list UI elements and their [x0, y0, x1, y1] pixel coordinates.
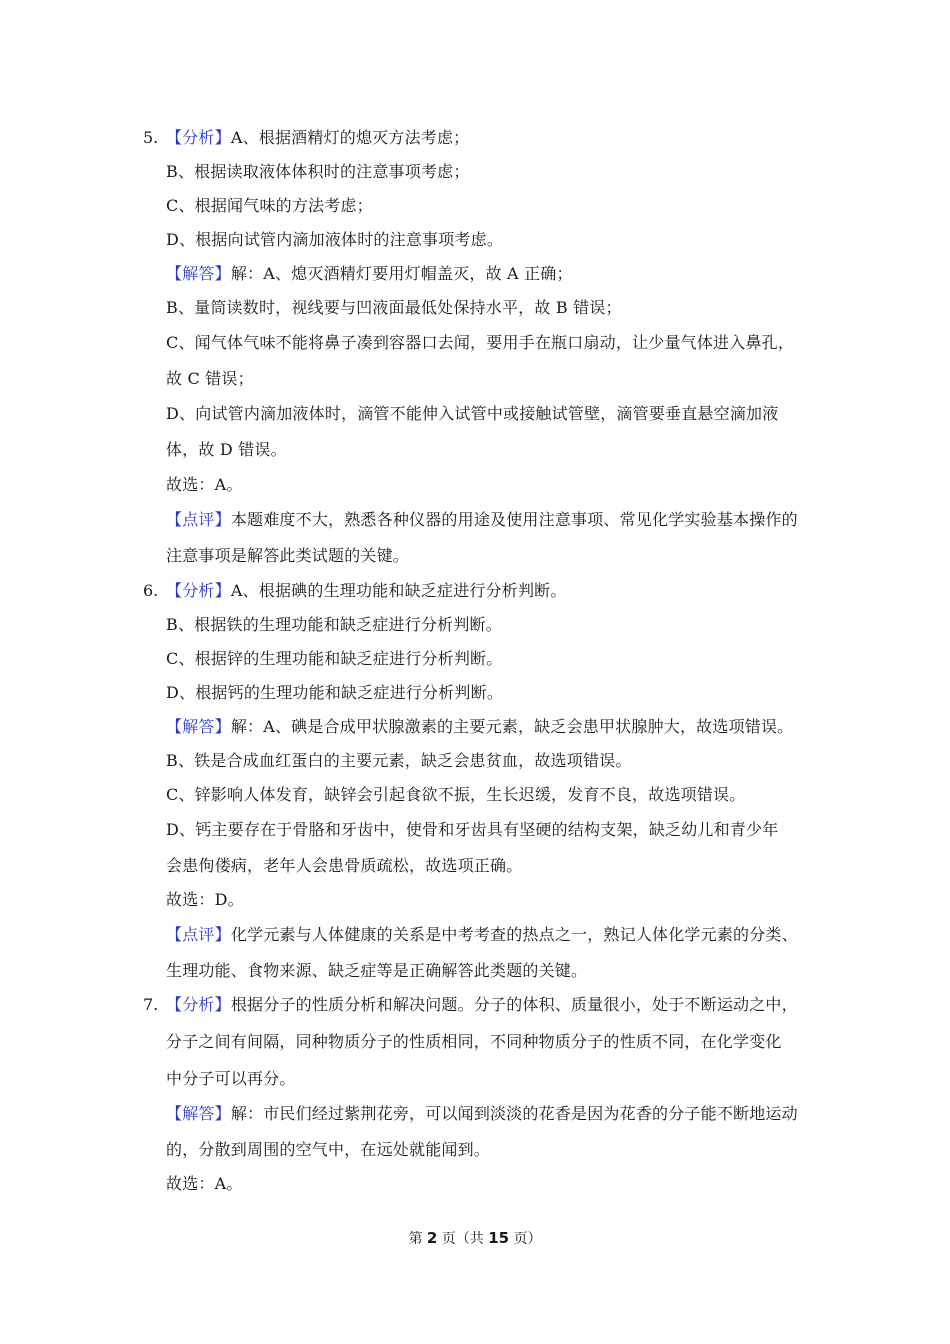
answer-tag: 【解答】	[166, 717, 231, 736]
text: 解：市民们经过紫荆花旁，可以闻到淡淡的花香是因为花香的分子能不断地运动	[230, 1104, 798, 1123]
text-line: C、闻气体气味不能将鼻子凑到容器口去闻，要用手在瓶口扇动，让少量气体进入鼻孔，	[166, 333, 795, 352]
text-line: C、根据锌的生理功能和缺乏症进行分析判断。	[166, 649, 503, 668]
text-line: 的，分散到周围的空气中，在远处就能闻到。	[166, 1140, 491, 1159]
text-line: 故 C 错误；	[166, 369, 254, 388]
question-number: 6.	[143, 581, 159, 600]
text-line: 会患佝偻病，老年人会患骨质疏松，故选项正确。	[166, 856, 523, 875]
text: A、根据碘的生理功能和缺乏症进行分析判断。	[230, 581, 567, 600]
page-footer	[0, 1228, 950, 1249]
text-line: B、量筒读数时，视线要与凹液面最低处保持水平，故 B 错误；	[166, 298, 622, 317]
question-number: 5.	[143, 128, 159, 147]
text-line: 中分子可以再分。	[166, 1069, 296, 1088]
question-number: 7.	[143, 995, 159, 1014]
comment-tag: 【点评】	[166, 510, 231, 529]
text: 解：A、熄灭酒精灯要用灯帽盖灭，故 A 正确；	[230, 264, 573, 283]
analysis-tag: 【分析】	[166, 581, 231, 600]
answer-tag: 【解答】	[166, 1104, 231, 1123]
text-line: D、钙主要存在于骨胳和牙齿中，使骨和牙齿具有坚硬的结构支架，缺乏幼儿和青少年	[166, 820, 779, 839]
text-line: 故选：D。	[166, 890, 244, 909]
text-line: D、向试管内滴加液体时，滴管不能伸入试管中或接触试管壁，滴管要垂直悬空滴加液	[166, 404, 779, 423]
text-line: 体，故 D 错误。	[166, 440, 287, 459]
answer-line	[166, 717, 816, 737]
comment-line	[166, 925, 816, 945]
text: 根据分子的性质分析和解决问题。分子的体积、质量很小，处于不断运动之中，	[230, 995, 798, 1014]
footer-suffix: 页）	[513, 1231, 542, 1247]
page-number: 2	[426, 1229, 438, 1247]
text-line: B、根据读取液体体积时的注意事项考虑；	[166, 162, 470, 181]
text-line: C、根据闻气味的方法考虑；	[166, 196, 373, 215]
comment-line	[166, 510, 816, 530]
total-pages: 15	[488, 1229, 510, 1247]
text: 化学元素与人体健康的关系是中考考查的热点之一，熟记人体化学元素的分类、	[230, 925, 798, 944]
text-line: B、根据铁的生理功能和缺乏症进行分析判断。	[166, 615, 502, 634]
analysis-line	[166, 995, 816, 1015]
analysis-line	[166, 128, 816, 148]
text-line: D、根据钙的生理功能和缺乏症进行分析判断。	[166, 683, 504, 702]
text-line: 故选：A。	[166, 475, 243, 494]
answer-line	[166, 1104, 816, 1124]
answer-tag: 【解答】	[166, 264, 231, 283]
text: A、根据酒精灯的熄灭方法考虑；	[230, 128, 470, 147]
comment-tag: 【点评】	[166, 925, 231, 944]
text-line: C、锌影响人体发育，缺锌会引起食欲不振，生长迟缓，发育不良，故选项错误。	[166, 785, 746, 804]
footer-mid: 页（共	[441, 1231, 484, 1247]
text-line: 分子之间有间隔，同种物质分子的性质相同，不同种物质分子的性质不同，在化学变化	[166, 1032, 782, 1051]
analysis-tag: 【分析】	[166, 128, 231, 147]
text: 解：A、碘是合成甲状腺激素的主要元素，缺乏会患甲状腺肿大，故选项错误。	[230, 717, 794, 736]
text: 本题难度不大，熟悉各种仪器的用途及使用注意事项、常见化学实验基本操作的	[230, 510, 798, 529]
answer-line	[166, 264, 816, 284]
analysis-line	[166, 581, 816, 601]
footer-prefix: 第	[408, 1231, 423, 1247]
text-line: B、铁是合成血红蛋白的主要元素，缺乏会患贫血，故选项错误。	[166, 751, 632, 770]
text-line: 注意事项是解答此类试题的关键。	[166, 546, 410, 565]
text-line: 故选：A。	[166, 1174, 243, 1193]
text-line: 生理功能、食物来源、缺乏症等是正确解答此类题的关键。	[166, 961, 588, 980]
analysis-tag: 【分析】	[166, 995, 231, 1014]
text-line: D、根据向试管内滴加液体时的注意事项考虑。	[166, 230, 504, 249]
